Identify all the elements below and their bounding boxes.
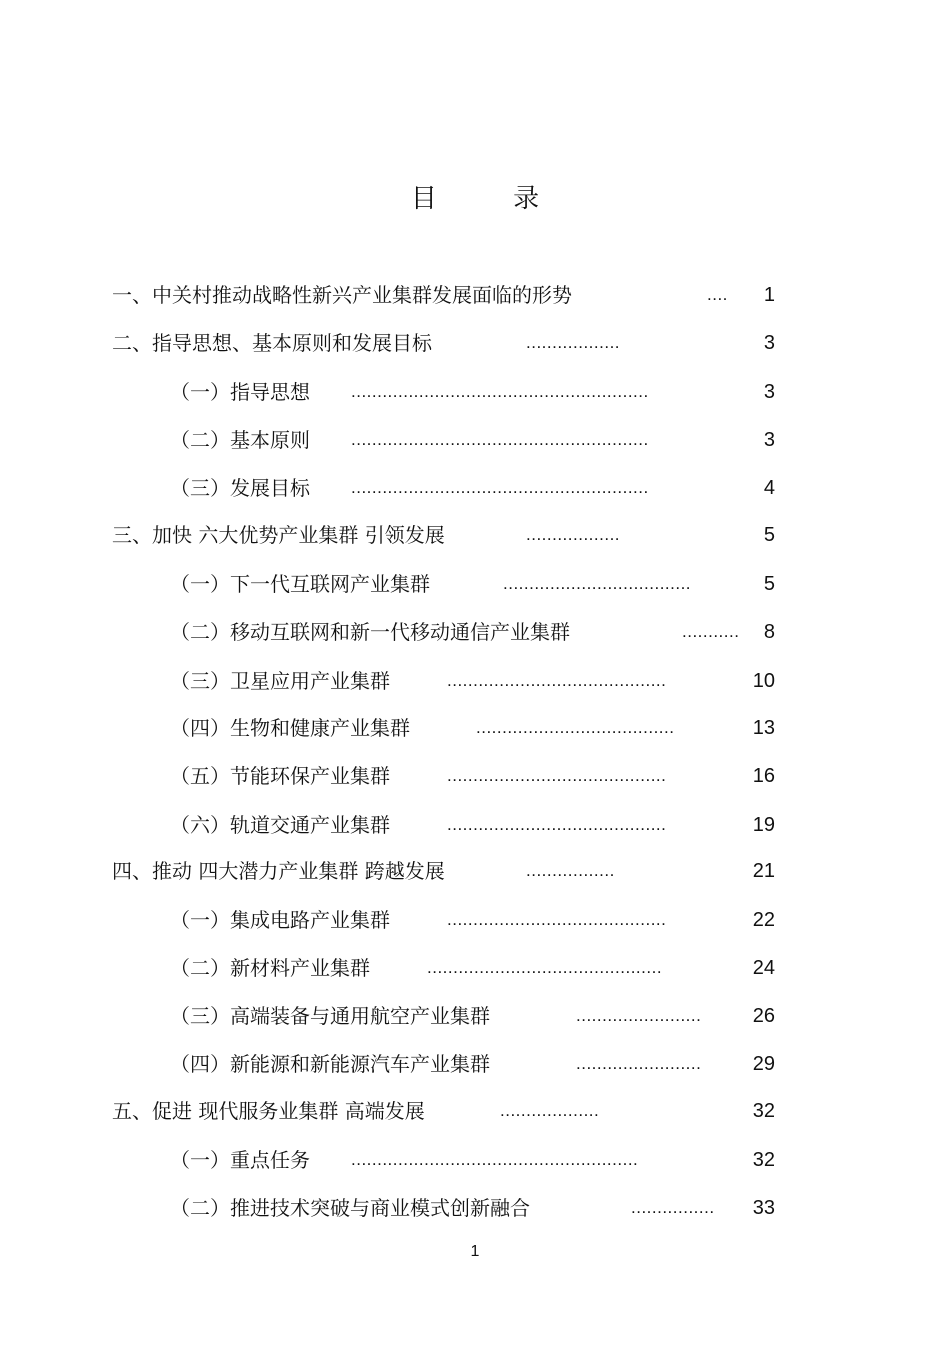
toc-entry-label: （四）新能源和新能源汽车产业集群 [170,1052,490,1076]
toc-entry-label: （一）指导思想 [170,380,310,404]
toc-leader-dots: .................................... [503,574,692,593]
toc-leader-dots: ........... [682,622,740,641]
toc-leader-dots: ........................ [576,1006,702,1025]
toc-entry-2-1[interactable] [170,377,775,407]
toc-leader-dots: .......................................... [447,815,667,834]
toc-entry-label: 二、指导思想、基本原则和发展目标 [112,331,432,355]
toc-entry-2[interactable] [112,328,775,358]
footer-page-number: 1 [470,1243,480,1260]
toc-entry-3-4[interactable] [170,713,775,743]
toc-page-number: 4 [763,477,775,499]
toc-leader-dots: ................... [500,1101,600,1120]
toc-leader-dots: ......................................................... [351,430,649,449]
toc-entry-2-3[interactable] [170,473,775,503]
toc-entry-3[interactable] [112,520,775,550]
toc-entry-label: （二）移动互联网和新一代移动通信产业集群 [170,620,570,644]
toc-page-number: 33 [752,1197,775,1219]
toc-page-number: 24 [752,957,775,979]
toc-page-number: 10 [752,670,775,692]
toc-entry-label: （一）重点任务 [170,1148,310,1172]
toc-leader-dots: .......................................... [447,910,667,929]
toc-entry-4-2[interactable] [170,953,775,983]
toc-entry-label: 四、推动 四大潜力产业集群 跨越发展 [112,859,445,883]
toc-entry-5-1[interactable] [170,1145,775,1175]
toc-entry-4[interactable] [112,856,775,886]
toc-entry-4-3[interactable] [170,1001,775,1031]
toc-leader-dots: ......................................................... [351,478,649,497]
toc-page-number: 3 [763,332,775,354]
toc-entry-label: （三）发展目标 [170,476,310,500]
toc-page-number: 5 [763,573,775,595]
toc-entry-5[interactable] [112,1096,775,1126]
toc-page-number: 3 [763,381,775,403]
toc-leader-dots: ................. [526,861,615,880]
toc-page-number: 19 [752,814,775,836]
toc-entry-4-1[interactable] [170,905,775,935]
toc-leader-dots: ....................................................... [351,1150,639,1169]
toc-entry-label: （四）生物和健康产业集群 [170,716,410,740]
toc-page-number: 1 [763,284,775,306]
toc-page-number: 26 [752,1005,775,1027]
toc-leader-dots: ...................................... [476,718,675,737]
toc-entry-3-6[interactable] [170,810,775,840]
toc-entry-5-2[interactable] [170,1193,775,1223]
toc-entry-3-3[interactable] [170,666,775,696]
toc-leader-dots: ............................................. [427,958,663,977]
toc-leader-dots: .......................................... [447,766,667,785]
page-title: 目 录 [410,184,574,214]
toc-entry-3-2[interactable] [170,617,775,647]
toc-page-number: 3 [763,429,775,451]
toc-entry-label: （三）卫星应用产业集群 [170,669,390,693]
toc-page-number: 5 [763,524,775,546]
toc-entry-4-4[interactable] [170,1049,775,1079]
toc-entry-label: 三、加快 六大优势产业集群 引领发展 [112,523,445,547]
toc-leader-dots: .................. [526,525,621,544]
toc-page-number: 22 [752,909,775,931]
toc-entry-label: （一）集成电路产业集群 [170,908,390,932]
toc-entry-label: （五）节能环保产业集群 [170,764,390,788]
toc-page-number: 8 [763,621,775,643]
toc-entry-3-1[interactable] [170,569,775,599]
toc-page-number: 32 [752,1149,775,1171]
toc-leader-dots: ................ [631,1198,715,1217]
toc-page-number: 32 [752,1100,775,1122]
toc-page-number: 21 [752,860,775,882]
toc-entry-label: （三）高端装备与通用航空产业集群 [170,1004,490,1028]
toc-entry-label: 五、促进 现代服务业集群 高端发展 [112,1099,425,1123]
toc-page-number: 29 [752,1053,775,1075]
toc-page-number: 16 [752,765,775,787]
toc-entry-2-2[interactable] [170,425,775,455]
toc-leader-dots: .................. [526,333,621,352]
toc-entry-label: （二）推进技术突破与商业模式创新融合 [170,1196,530,1220]
toc-leader-dots: ........................ [576,1054,702,1073]
toc-page-number: 13 [752,717,775,739]
toc-entry-label: （一）下一代互联网产业集群 [170,572,430,596]
toc-entry-1[interactable] [112,280,775,310]
toc-leader-dots: .......................................... [447,671,667,690]
toc-entry-label: （二）新材料产业集群 [170,956,370,980]
toc-entry-label: （二）基本原则 [170,428,310,452]
toc-leader-dots: ......................................................... [351,382,649,401]
toc-entry-label: 一、中关村推动战略性新兴产业集群发展面临的形势 [112,283,572,307]
toc-leader-dots: .... [707,285,728,304]
toc-entry-3-5[interactable] [170,761,775,791]
toc-entry-label: （六）轨道交通产业集群 [170,813,390,837]
